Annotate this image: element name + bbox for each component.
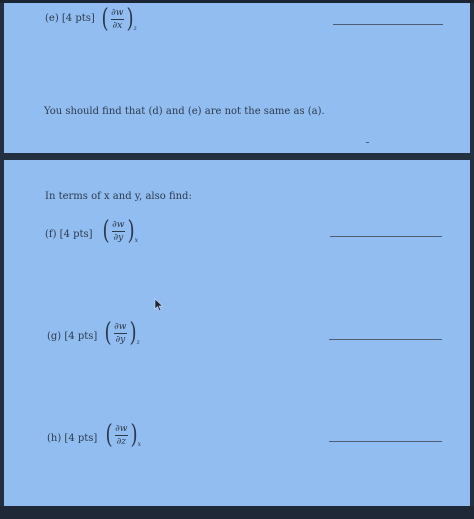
part-g-subscript: z — [136, 339, 140, 346]
part-f-subscript: x — [134, 237, 139, 244]
screen-bottom-edge — [0, 506, 474, 519]
part-h-label: (h) [4 pts] — [47, 433, 98, 444]
part-g-numerator: ∂w — [114, 321, 127, 332]
intro-text: In terms of x and y, also find: — [45, 191, 192, 202]
part-h-answer-line[interactable] — [329, 441, 442, 442]
worksheet-page-bottom — [4, 160, 470, 506]
part-e-subscript: z — [133, 25, 137, 32]
part-g-denominator: ∂y — [115, 334, 126, 345]
part-g-answer-line[interactable] — [329, 339, 442, 340]
note-text: You should find that (d) and (e) are not the same as (a). — [44, 106, 325, 117]
part-e-denominator: ∂x — [112, 20, 123, 31]
part-h-numerator: ∂w — [115, 423, 128, 434]
part-e-numerator: ∂w — [111, 7, 124, 18]
part-g-label: (g) [4 pts] — [47, 331, 98, 342]
part-g-derivative: ( ∂w ∂y ) z — [104, 318, 140, 348]
part-h-derivative: ( ∂w ∂z ) x — [105, 420, 142, 450]
part-f-numerator: ∂w — [112, 219, 125, 230]
part-e-derivative: ( ∂w ∂x ) z — [101, 4, 137, 34]
part-f-label: (f) [4 pts] — [45, 229, 93, 240]
part-e-label: (e) [4 pts] — [45, 13, 95, 24]
arrow-cursor-icon — [154, 298, 164, 312]
worksheet-page-top — [4, 3, 470, 153]
page-mark — [366, 142, 369, 143]
part-f-denominator: ∂y — [113, 232, 124, 243]
part-f-derivative: ( ∂w ∂y ) x — [102, 216, 139, 246]
part-e-answer-line[interactable] — [333, 24, 443, 25]
part-h-denominator: ∂z — [116, 436, 127, 447]
part-h-subscript: x — [137, 441, 142, 448]
part-f-answer-line[interactable] — [330, 236, 442, 237]
